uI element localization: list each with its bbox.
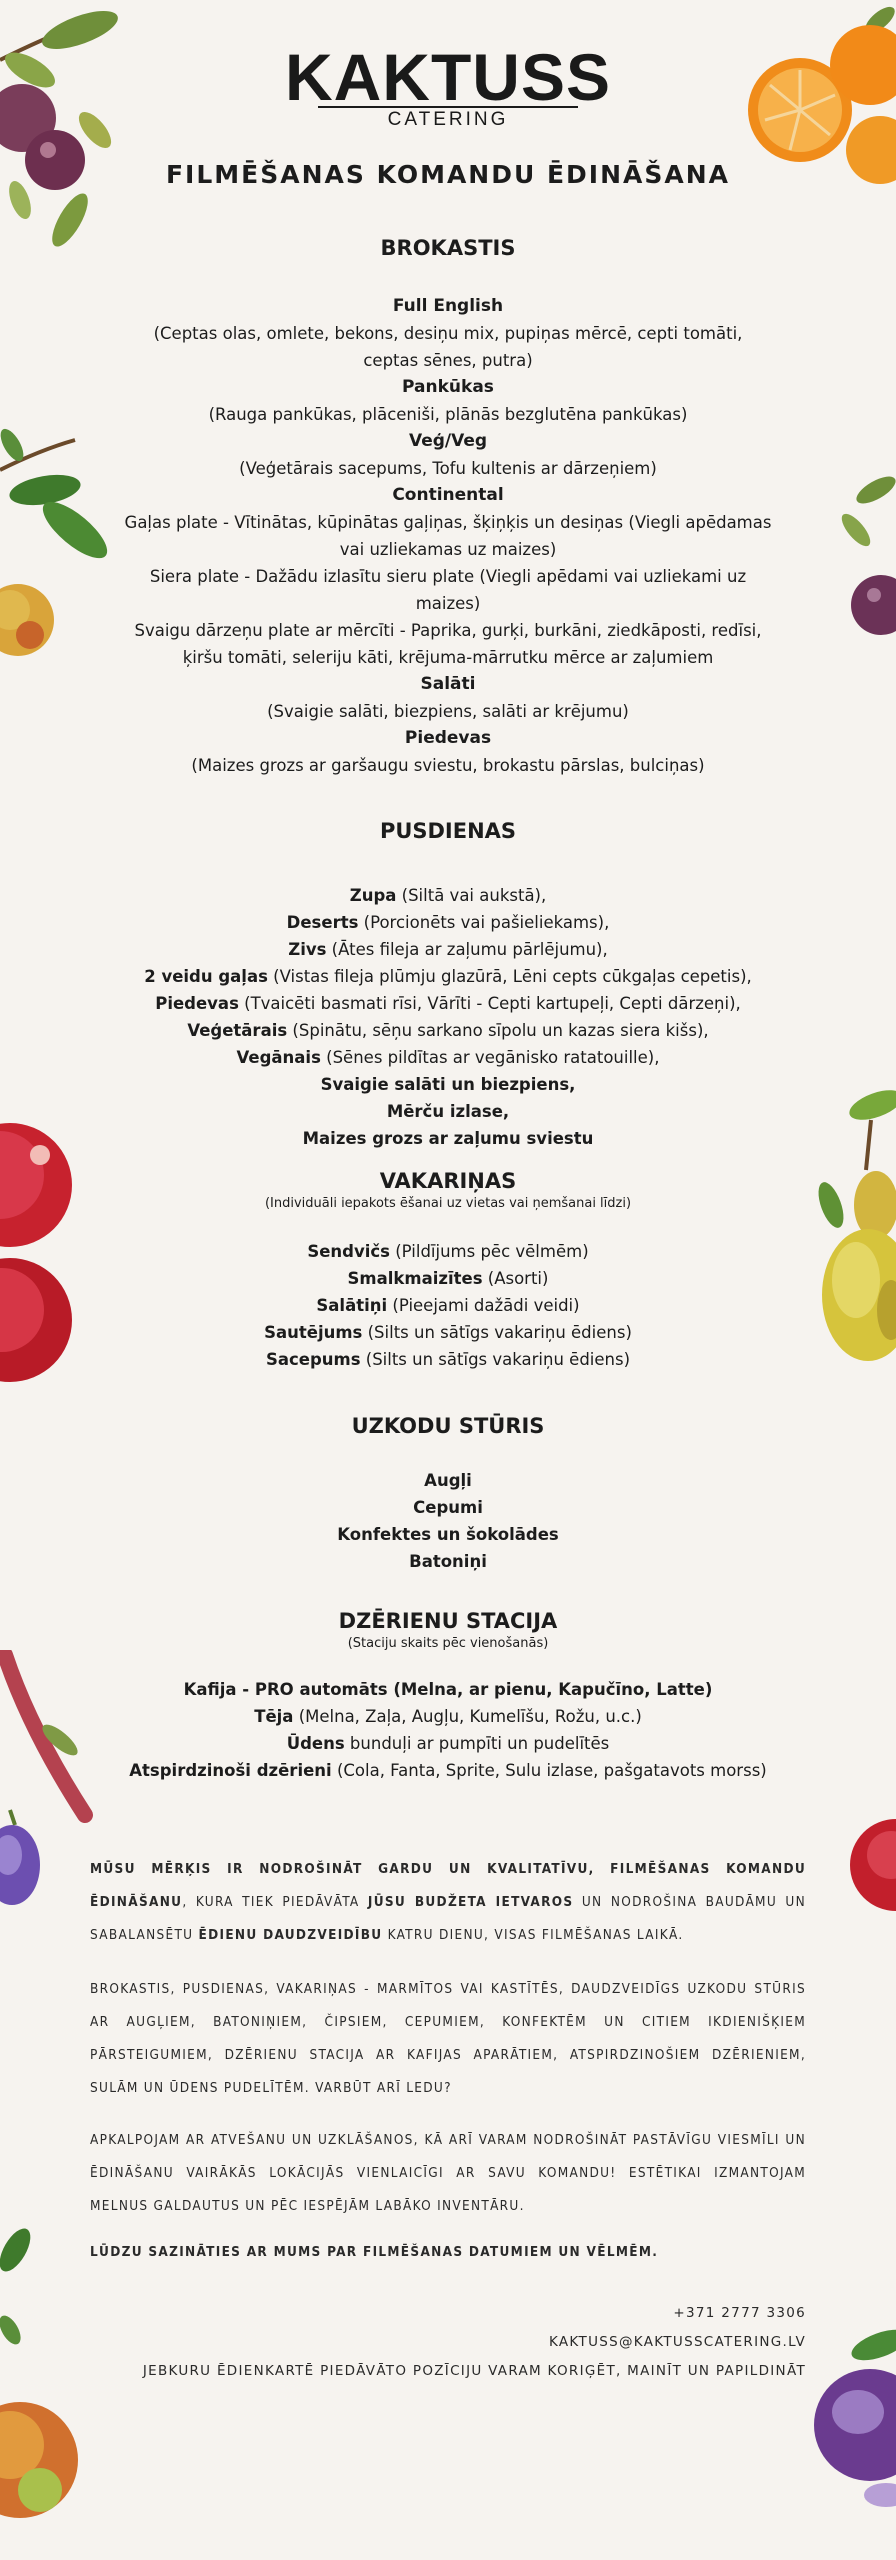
lunch-item-name: Mērču izlase, (386, 1102, 510, 1121)
about-paragraph-1 (90, 1853, 806, 1952)
lunch-item (110, 1098, 786, 1125)
snacks-item-name: Cepumi (413, 1498, 483, 1517)
breakfast-item-desc: (Svaigie salāti, biezpiens, salāti ar krējumu) (267, 702, 629, 721)
lunch-item-desc: (Vistas fileja plūmju glazūrā, Lēni cepts cūkgaļas cepetis), (267, 967, 752, 986)
contact-block (90, 2299, 806, 2386)
about-text: UN NODROŠINA BAUDĀMU UN SABALANSĒTU (90, 1894, 807, 1943)
dinner-item-desc: (Pieejami dažādi veidi) (387, 1296, 580, 1315)
lunch-item-desc: (Spinātu, sēņu sarkano sīpolu un kazas siera kišs), (287, 1021, 709, 1040)
lunch-item-desc: (Siltā vai aukstā), (396, 886, 547, 905)
about-text: KATRU DIENU, VISAS FILMĒŠANAS LAIKĀ. (382, 1927, 684, 1943)
snacks-item (110, 1521, 786, 1548)
dinner-item-name: Sendvičs (307, 1242, 390, 1261)
breakfast-item-desc: (Veģetārais sacepums, Tofu kultenis ar dārzeņiem) (239, 459, 657, 478)
snacks-section (110, 1413, 786, 1575)
plum-stalk-left-illustration (0, 1650, 100, 1930)
logo-divider (318, 106, 578, 108)
breakfast-item-name: Piedevas (404, 728, 492, 748)
dinner-item-name: Sacepums (265, 1350, 361, 1369)
lunch-item-desc: (Porcionēts vai pašieliekams), (358, 913, 610, 932)
breakfast-item-desc: (Ceptas olas, omlete, bekons, desiņu mix, pupiņas mērcē, cepti tomāti, ceptas sēnes, putra) (153, 324, 743, 370)
lunch-item (110, 936, 786, 963)
breakfast-item-line: Gaļas plate - Vītinātas, kūpinātas gaļiņas, šķiņķis un desiņas (Viegli apēdamas vai uzliekamas uz maizes) (124, 513, 772, 559)
drinks-item-name: Atspirdzinoši dzērieni (129, 1761, 332, 1780)
drinks-item (110, 1703, 786, 1730)
breakfast-item-name: Veģ/Veg (408, 431, 488, 451)
drinks-item-name: Ūdens (286, 1734, 345, 1753)
lunch-item-name: Zivs (288, 940, 327, 959)
snacks-item (110, 1467, 786, 1494)
lunch-item-desc: (Ātes fileja ar zaļumu pārlējumu), (326, 940, 608, 959)
about-cta: LŪDZU SAZINĀTIES AR MUMS PAR FILMĒŠANAS DATUMIEM UN VĒLMĒM. (90, 2244, 659, 2260)
about-text-bold: ĒDIENU DAUDZVEIDĪBU (198, 1927, 383, 1943)
drinks-item (110, 1730, 786, 1757)
lunch-item (110, 1044, 786, 1071)
contact-note: JEBKURU ĒDIENKARTĒ PIEDĀVĀTO POZĪCIJU VARAM KORIĢĒT, MAINĪT UN PAPILDINĀT (142, 2363, 806, 2379)
lunch-item (110, 1071, 786, 1098)
lunch-item (110, 882, 786, 909)
breakfast-item-desc: (Rauga pankūkas, plāceniši, plānās bezglutēna pankūkas) (208, 405, 688, 424)
dinner-item-name: Sautējums (264, 1323, 363, 1342)
lunch-item-name: Zupa (349, 886, 397, 905)
drinks-item-desc: (Melna, Zaļa, Augļu, Kumelīšu, Rožu, u.c.) (293, 1707, 642, 1726)
about-paragraph-4 (90, 2236, 806, 2269)
lunch-item-name: Maizes grozs ar zaļumu sviestu (302, 1129, 594, 1148)
red-apples-illustration (0, 1115, 80, 1395)
dinner-section (110, 1168, 786, 1373)
about-text: , KURA TIEK PIEDĀVĀTA (182, 1894, 368, 1910)
breakfast-item-name: Full English (392, 296, 504, 316)
contact-phone[interactable]: +371 2777 3306 (673, 2305, 806, 2321)
drinks-item-name: Tēja (254, 1707, 294, 1726)
dinner-item-desc: (Silts un sātīgs vakariņu ēdiens) (362, 1323, 632, 1342)
snacks-heading: UZKODU STŪRIS (351, 1414, 545, 1438)
breakfast-heading: BROKASTIS (380, 236, 516, 260)
snacks-item-name: Konfektes un šokolādes (337, 1525, 559, 1544)
dinner-heading: VAKARIŅAS (379, 1169, 517, 1193)
drinks-item-desc: bunduļi ar pumpīti un pudelītēs (344, 1734, 610, 1753)
pears-illustration (796, 1080, 896, 1380)
lunch-item-name: Vegānais (236, 1048, 321, 1067)
drinks-item-desc: (Cola, Fanta, Sprite, Sulu izlase, pašgatavots morss) (331, 1761, 767, 1780)
breakfast-item-line: Svaigu dārzeņu plate ar mērcīti - Paprika, gurķi, burkāni, ziedkāposti, redīsi, ķiršu tomāti, seleriju kāti, krējuma-mārrutku mērce ar zaļumiem (134, 621, 762, 667)
lunch-item (110, 1125, 786, 1152)
lunch-heading: PUSDIENAS (379, 819, 517, 843)
snacks-item-name: Batoniņi (409, 1552, 487, 1571)
breakfast-item-name: Salāti (420, 674, 476, 694)
lunch-item-desc: (Tvaicēti basmati rīsi, Vārīti - Cepti kartupeļi, Cepti dārzeņi), (238, 994, 741, 1013)
about-paragraph-3: APKALPOJAM AR ATVEŠANU UN UZKLĀŠANOS, KĀ ARĪ VARAM NODROŠINĀT PASTĀVĪGU VIESMĪLI UN ĒDINĀŠANU VAIRĀKĀS LOKĀCIJĀS VIENLAICĪGI AR SAVU KOMANDU! ESTĒTIKAI IZMANTOJAM MELNUS GALDAUTUS UN PĒC IESPĒJĀM LABĀKO INVENTĀRU. (90, 2132, 806, 2214)
plum-bottom-right-illustration (800, 2320, 896, 2560)
page-title: FILMĒŠANAS KOMANDU ĒDINĀŠANA (165, 160, 731, 189)
dinner-item-name: Smalkmaizītes (347, 1269, 483, 1288)
red-apple-right-illustration (846, 1795, 896, 1945)
drinks-item (110, 1676, 786, 1703)
snacks-item (110, 1548, 786, 1575)
lunch-item-name: Piedevas (155, 994, 239, 1013)
snacks-item (110, 1494, 786, 1521)
lunch-item (110, 909, 786, 936)
breakfast-item-name: Pankūkas (402, 377, 494, 397)
breakfast-item-name: Continental (392, 485, 504, 505)
drinks-item (110, 1757, 786, 1784)
dinner-item-name: Salātiņi (316, 1296, 388, 1315)
plum-branch-right-illustration (836, 470, 896, 660)
apple-bottom-left-illustration (0, 2200, 80, 2560)
about-text-bold: MŪSU MĒRĶIS IR NODROŠINĀT GARDU UN KVALITATĪVU, FILMĒŠANAS KOMANDU ĒDINĀŠANU (90, 1861, 806, 1910)
dinner-item-desc: (Silts un sātīgs vakariņu ēdiens) (360, 1350, 631, 1369)
lunch-item (110, 963, 786, 990)
lunch-item (110, 1017, 786, 1044)
snacks-item-name: Augļi (424, 1471, 472, 1490)
lunch-item-name: 2 veidu gaļas (144, 967, 268, 986)
lunch-section (110, 818, 786, 1152)
drinks-item-name: Kafija - PRO automāts (Melna, ar pienu, Kapučīno, Latte) (183, 1680, 713, 1699)
dinner-note: (Individuāli iepakots ēšanai uz vietas vai ņemšanai līdzi) (264, 1196, 632, 1211)
dinner-item-desc: (Pildījums pēc vēlmēm) (390, 1242, 589, 1261)
dinner-item (110, 1292, 786, 1319)
breakfast-item-desc: (Maizes grozs ar garšaugu sviestu, brokastu pārslas, bulciņas) (191, 756, 705, 775)
breakfast-item-line: Siera plate - Dažādu izlasītu sieru plate (Viegli apēdami vai uzliekami uz maizes) (149, 567, 747, 613)
brand-logo-name: KAKTUSS (284, 40, 611, 114)
drinks-heading: DZĒRIENU STACIJA (338, 1609, 558, 1633)
dinner-item (110, 1319, 786, 1346)
drinks-section (110, 1608, 786, 1784)
dinner-item (110, 1265, 786, 1292)
brand-logo-sub: CATERING (387, 109, 509, 130)
dinner-item (110, 1238, 786, 1265)
breakfast-section (110, 235, 786, 779)
drinks-note: (Staciju skaits pēc vienošanās) (347, 1636, 549, 1651)
lunch-item-name: Svaigie salāti un biezpiens, (320, 1075, 576, 1094)
lunch-item (110, 990, 786, 1017)
about-text-bold: JŪSU BUDŽETA IETVAROS (367, 1894, 574, 1910)
lunch-item-name: Deserts (286, 913, 359, 932)
about-paragraph-2: BROKASTIS, PUSDIENAS, VAKARIŅAS - MARMĪTOS VAI KASTĪTĒS, DAUDZVEIDĪGS UZKODU STŪRIS AR AUGĻIEM, BATONIŅIEM, ČIPSIEM, CEPUMIEM, KONFEKTĒM UN CITIEM IKDIENIŠĶIEM PĀRSTEIGUMIEM, DZĒRIENU STACIJA AR KAFIJAS APARĀTIEM, ATSPIRDZINOŠIEM DZĒRIENIEM, SULĀM UN ŪDENS PUDELĪTĒM. VARBŪT ARĪ LEDU? (90, 1981, 806, 2096)
dinner-item (110, 1346, 786, 1373)
lunch-item-desc: (Sēnes pildītas ar vegānisko ratatouille), (320, 1048, 660, 1067)
contact-email[interactable]: KAKTUSS@KAKTUSSCATERING.LV (548, 2334, 806, 2350)
dinner-item-desc: (Asorti) (482, 1269, 549, 1288)
lunch-item-name: Veģetārais (187, 1021, 288, 1040)
